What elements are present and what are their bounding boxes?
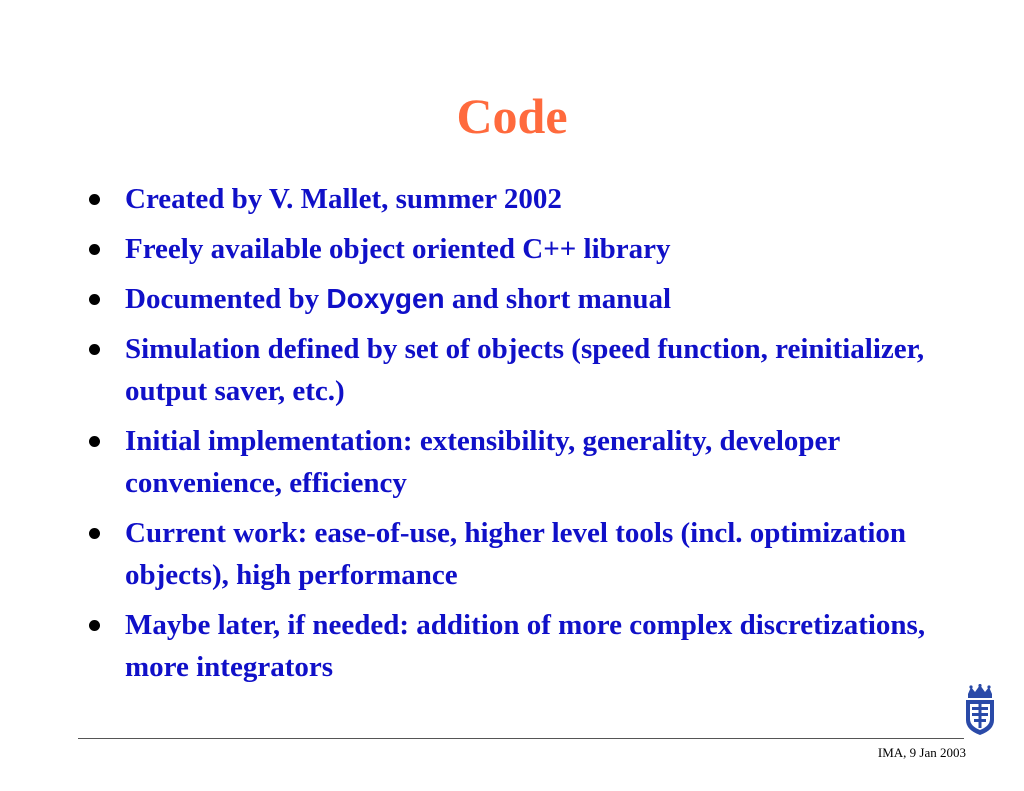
bullet-text: Maybe later, if needed: addition of more complex discretizations, more integrators [125, 609, 926, 683]
bullet-item [82, 178, 942, 220]
bullet-text: Simulation defined by set of objects (speed function, reinitializer, output saver, etc.) [125, 333, 925, 407]
bullet-list [82, 178, 942, 696]
bullet-icon [89, 244, 100, 255]
bullet-text-before: Documented by [125, 283, 327, 315]
bullet-icon [89, 620, 100, 631]
bullet-item [82, 328, 942, 412]
bullet-text: Created by V. Mallet, summer 2002 [125, 183, 562, 215]
bullet-icon [89, 436, 100, 447]
bullet-text: Freely available object oriented C++ library [125, 233, 671, 265]
bullet-item [82, 278, 942, 320]
footer-divider [78, 738, 964, 739]
bullet-text: Current work: ease-of-use, higher level tools (incl. optimization objects), high performance [125, 517, 907, 591]
bullet-icon [89, 294, 100, 305]
institution-crest-icon [962, 684, 998, 736]
bullet-item [82, 420, 942, 504]
footer-text: IMA, 9 Jan 2003 [877, 745, 966, 760]
bullet-icon [89, 344, 100, 355]
bullet-item [82, 228, 942, 270]
bullet-text-after: and short manual [444, 283, 672, 315]
bullet-item [82, 604, 942, 688]
slide-title: Code [456, 88, 568, 144]
bullet-text: Initial implementation: extensibility, generality, developer convenience, efficiency [125, 425, 840, 499]
bullet-item [82, 512, 942, 596]
bullet-icon [89, 194, 100, 205]
doxygen-tool-name: Doxygen [326, 283, 445, 314]
bullet-icon [89, 528, 100, 539]
